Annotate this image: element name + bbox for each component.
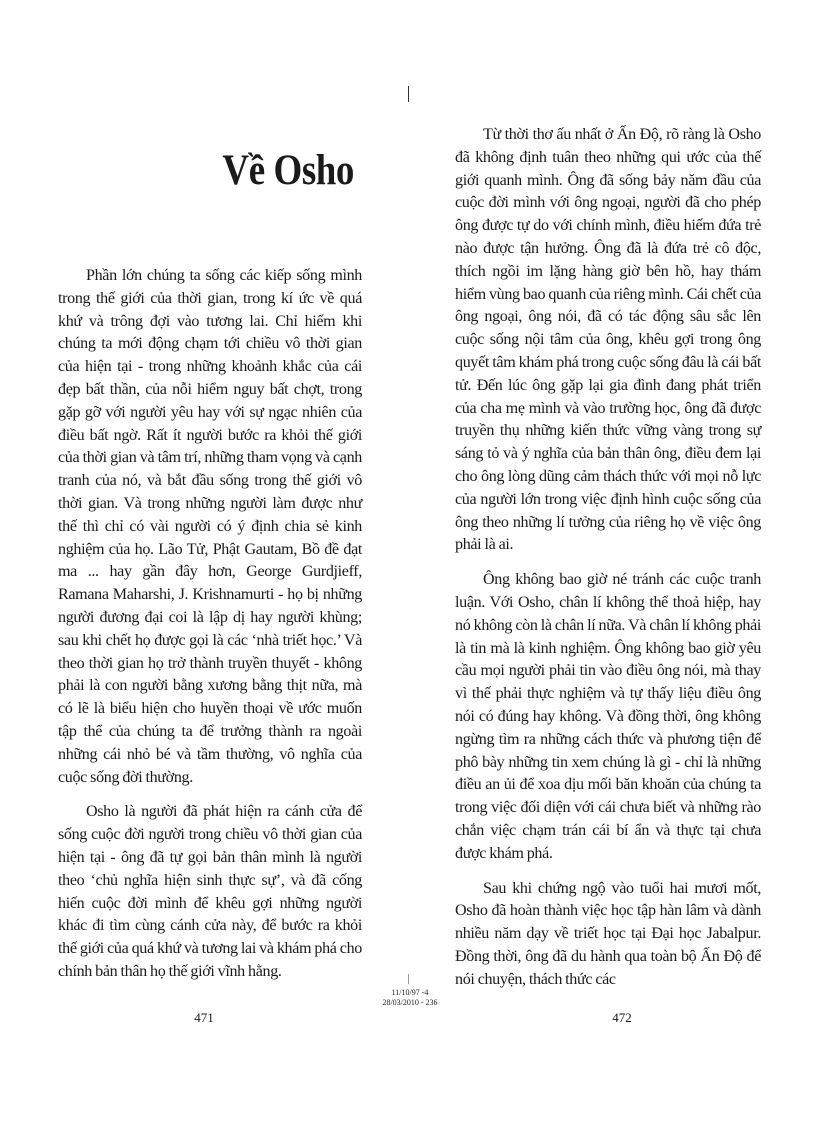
left-paragraph-1: Phần lớn chúng ta sống các kiếp sống mình trong thế giới của thời gian, trong kí ức về quá khứ và trông đợi vào tương lai. Chỉ hiếm khi chúng ta mới động chạm tới chiều vô thời gian của hiện tại - trong những khoảnh khắc của cái đẹp bất thần, của nỗi hiểm nguy bất chợt, trong gặp gỡ với người yêu hay với sự ngạc nhiên của điều bất ngờ. Rất ít người bước ra khỏi thế giới của thời gian và tâm trí, những tham vọng và cạnh tranh của nó, và bắt đầu sống trong thế giới vô thời gian. Và trong những người làm được như thế thì chỉ có vài người có ý định chia sẻ kinh nghiệm của họ. Lão Tử, Phật Gautam, Bồ đề đạt ma ... hay gần đây hơn, George Gurdjieff, Ramana Maharshi, J. Krishnamurti - họ bị những người đương đại coi là lập dị hay người khùng; sau khi chết họ được gọi là các ‘nhà triết học.’ Và theo thời gian họ trở thành truyền thuyết - không phải là con người bằng xương bằng thịt nữa, mà có lẽ là biểu hiện cho huyền thoại về ước muốn tập thể của chúng ta để trưởng thành ra ngoài những cái nhỏ bé và tầm thường, vô nghĩa của cuộc sống đời thường.	[58, 267, 362, 786]
right-paragraph-2: Ông không bao giờ né tránh các cuộc tranh luận. Với Osho, chân lí không thể thoả hiệp, hay nó không còn là chân lí nữa. Và chân lí không phải là tin mà là kinh nghiệm. Ông không bao giờ yêu cầu mọi người phải tin vào điều ông nói, mà thay vì thế phải thực nghiệm và tự thấy liệu điều ông nói có đúng hay không. Và đồng thời, ông không ngừng tìm ra những cách thức và phương tiện để phô bày những tin xem chúng là gì - chỉ là những điều an ủi để xoa dịu mối băn khoăn của chúng ta trong việc đối diện với cái chưa biết và những rào chắn việc chạm trán cái bí ẩn và thực tại chưa được khám phá.	[455, 571, 761, 862]
right-paragraph-1: Từ thời thơ ấu nhất ở Ấn Độ, rõ ràng là Osho đã không định tuân theo những qui ước của thế giới quanh mình. Ông đã sống bảy năm đầu của cuộc đời mình với ông ngoại, người đã cho phép ông được tự do với chính mình, điều hiếm đứa trẻ nào được tận hưởng. Ông đã là đứa trẻ cô độc, thích ngồi im lặng hàng giờ bên hồ, hay thám hiểm vùng bao quanh của riêng mình. Cái chết của ông ngoại, ông nói, đã có tác động sâu sắc lên cuộc sống nội tâm của ông, khêu gợi trong ông quyết tâm khám phá trong cuộc sống đâu là cái bất tử. Đến lúc ông gặp lại gia đình đang phát triển của cha mẹ mình và vào trường học, ông đã được truyền thụ những kiến thức vững vàng trong sự sáng tỏ và ý nghĩa của bản thân ông, điều đem lại cho ông lòng dũng cảm thách thức với mọi nỗ lực của người lớn trong việc định hình cuộc sống của ông theo những lí tưởng của riêng họ về việc ông phải là ai.	[455, 126, 761, 554]
gutter-mark-bottom	[408, 974, 409, 984]
left-paragraph-2: Osho là người đã phát hiện ra cánh cửa để sống cuộc đời người trong chiều vô thời gian của hiện tại - ông đã tự gọi bản thân mình là người theo ‘chủ nghĩa hiện sinh thực sự’, và đã cống hiến cuộc đời mình để khêu gợi những người khác đi tìm cùng cánh cửa này, để bước ra khỏi thế giới của quá khứ và tương lai và khám phá cho chính bản thân họ thế giới vĩnh hằng.	[58, 803, 362, 980]
print-imprint-line-1: 11/10/97 -4	[391, 988, 429, 997]
page-number-right: 472	[612, 1010, 632, 1025]
gutter-mark-top	[408, 86, 409, 102]
right-paragraph-3: Sau khi chứng ngộ vào tuổi hai mươi mốt, Osho đã hoàn thành việc học tập hàn lâm và dành nhiều năm dạy về triết học tại Đại học Jabalpur. Đồng thời, ông đã du hành qua toàn bộ Ấn Độ để nói chuyện, thách thức các	[455, 879, 761, 988]
left-page-body	[58, 265, 362, 996]
chapter-title: Về Osho	[222, 147, 354, 194]
print-imprint-line-2: 28/03/2010 - 236	[382, 998, 438, 1007]
right-page-body	[455, 124, 761, 1003]
page-number-left: 471	[194, 1010, 214, 1025]
